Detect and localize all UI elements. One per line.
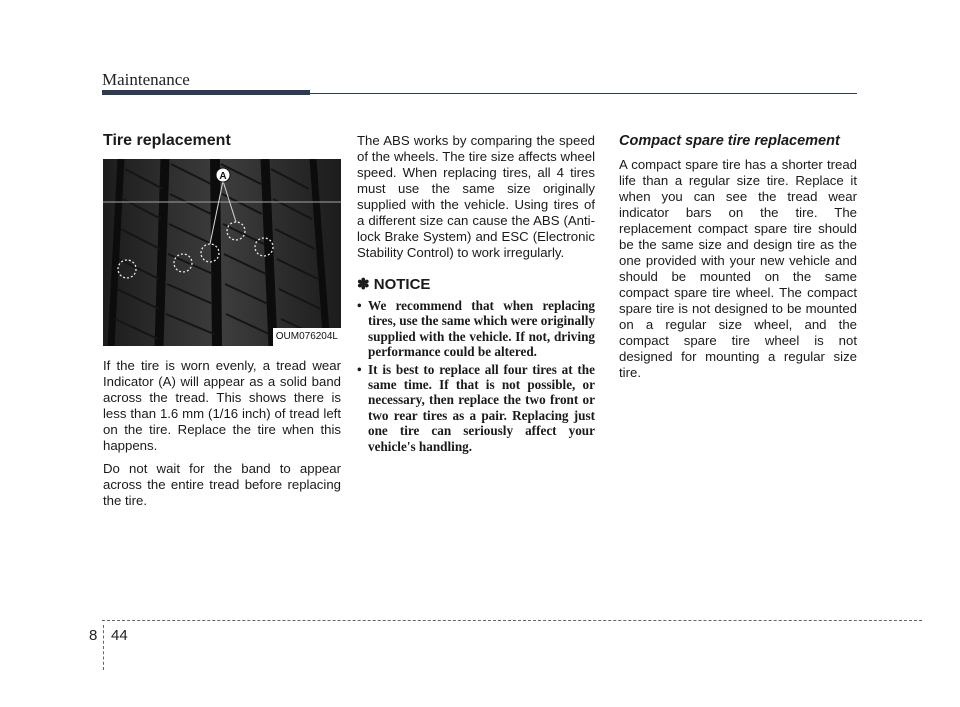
column-3	[619, 133, 857, 388]
page-header-title: Maintenance	[102, 70, 190, 89]
footer-rule	[102, 620, 922, 621]
tire-tread-photo	[103, 159, 341, 346]
column-1	[103, 133, 341, 516]
paragraph-compact-spare: A compact spare tire has a shorter tread life than a regular size tire. Replace it when you can see the tread wear indicator bars on the tire. The replacement compact spare tire should be the same size and design tire as the one provided with your new vehicle and should be mounted on the same compact spare tire wheel. The compact spare tire is not designed to be mounted on a regular size wheel, and the compact spare tire wheel is not designed for mounting a regular size tire.	[619, 157, 857, 380]
paragraph-tread-indicator: If the tire is worn evenly, a tread wear Indicator (A) will appear as a solid band across the tread. This shows there is less than 1.6 mm (1/16 inch) of tread left on the tire. Replace the tire when this happens.	[103, 358, 341, 453]
notice-list	[357, 298, 595, 454]
chapter-number: 8	[89, 627, 98, 644]
tire-tread-illustration	[103, 159, 341, 346]
column-2	[357, 133, 595, 456]
subheading-compact-spare: Compact spare tire replacement	[619, 133, 840, 149]
page-number: 44	[111, 627, 128, 644]
indicator-label-a: A	[219, 171, 227, 182]
paragraph-do-not-wait: Do not wait for the band to appear across the entire tread before replacing the tire.	[103, 461, 341, 508]
notice-heading: ✽ NOTICE	[357, 276, 431, 293]
header-rule-thick	[102, 90, 310, 95]
image-caption: OUM076204L	[273, 328, 341, 346]
header-rule-thin	[310, 93, 857, 94]
notice-item: • It is best to replace all four tires at the same time. If that is not possible, or necessary, then replace the two front or two rear tires as a pair. Replacing just one tire can seriously affect your vehicle's handling.	[357, 362, 595, 454]
footer-divider	[103, 625, 104, 670]
notice-item: • We recommend that when replacing tires, use the same which were originally supplied with the vehicle. If not, driving performance could be altered.	[357, 298, 595, 360]
section-heading-tire-replacement: Tire replacement	[103, 132, 231, 149]
paragraph-abs: The ABS works by comparing the speed of the wheels. The tire size affects wheel speed. When replacing tires, all 4 tires must use the same size originally supplied with the vehicle. Using tires of a different size can cause the ABS (Anti-lock Brake System) and ESC (Electronic Stability Control) to work irregularly.	[357, 133, 595, 260]
